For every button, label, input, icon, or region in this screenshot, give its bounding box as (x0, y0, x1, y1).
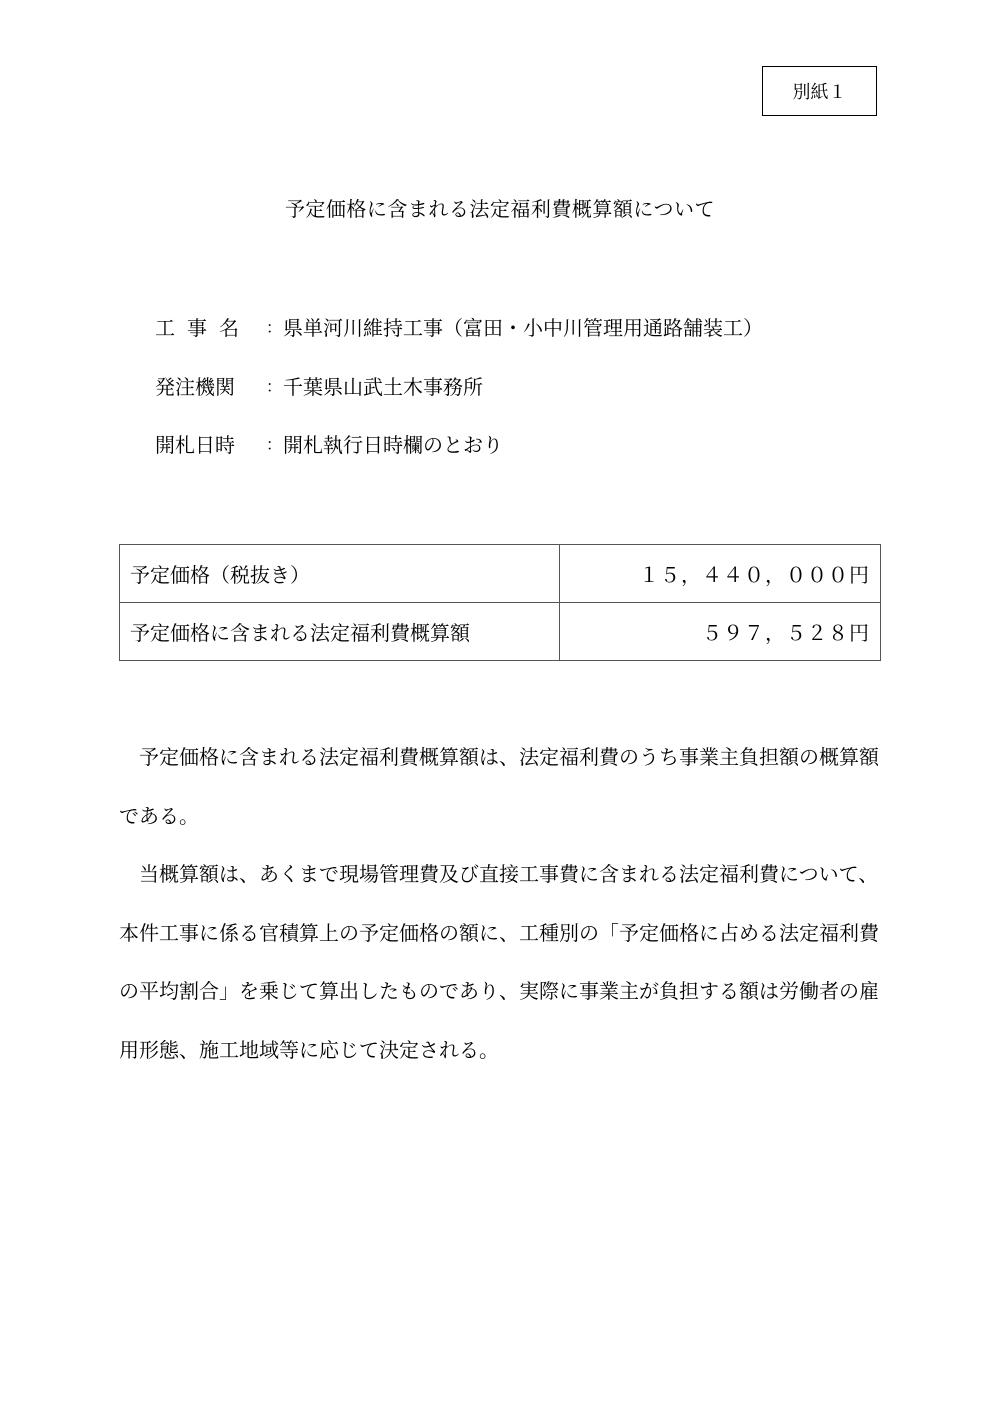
page-title: 予定価格に含まれる法定福利費概算額について (284, 197, 716, 221)
info-colon: ： (265, 318, 282, 337)
paragraph: 当概算額は、あくまで現場管理費及び直接工事費に含まれる法定福利費について、本件工事に係る官積算上の予定価格の額に、工種別の「予定価格に占める法定福利費の平均割合」を乗じて算出したものであり、実際に事業主が負担する額は労働者の雇用形態、施工地域等に応じて決定される。 (119, 862, 879, 1062)
info-value-agency: 千葉県山武土木事務所 (283, 375, 483, 399)
table-cell-item: 予定価格に含まれる法定福利費概算額 (120, 603, 560, 661)
info-colon: ： (265, 377, 282, 396)
paragraph: 予定価格に含まれる法定福利費概算額は、法定福利費のうち事業主負担額の概算額である。 (119, 745, 879, 828)
info-label-opening: 開札日時 (155, 433, 235, 457)
info-value-opening: 開札執行日時欄のとおり (283, 433, 503, 457)
info-row-construction (155, 312, 763, 341)
body-text (119, 728, 889, 1079)
price-table (119, 544, 881, 661)
info-row-agency (155, 371, 483, 400)
table-cell-amount: ５９７，５２８円 (560, 603, 881, 661)
info-label-construction: 工事名 (155, 316, 251, 340)
annex-label: 別紙１ (762, 66, 877, 116)
table-row (120, 603, 881, 661)
info-label-agency: 発注機関 (155, 375, 235, 399)
info-row-opening (155, 429, 503, 458)
info-value-construction: 県単河川維持工事（富田・小中川管理用通路舗装工） (283, 316, 763, 340)
table-cell-amount: １５，４４０，０００円 (560, 545, 881, 603)
table-cell-item: 予定価格（税抜き） (120, 545, 560, 603)
info-colon: ： (265, 435, 282, 454)
table-row (120, 545, 881, 603)
